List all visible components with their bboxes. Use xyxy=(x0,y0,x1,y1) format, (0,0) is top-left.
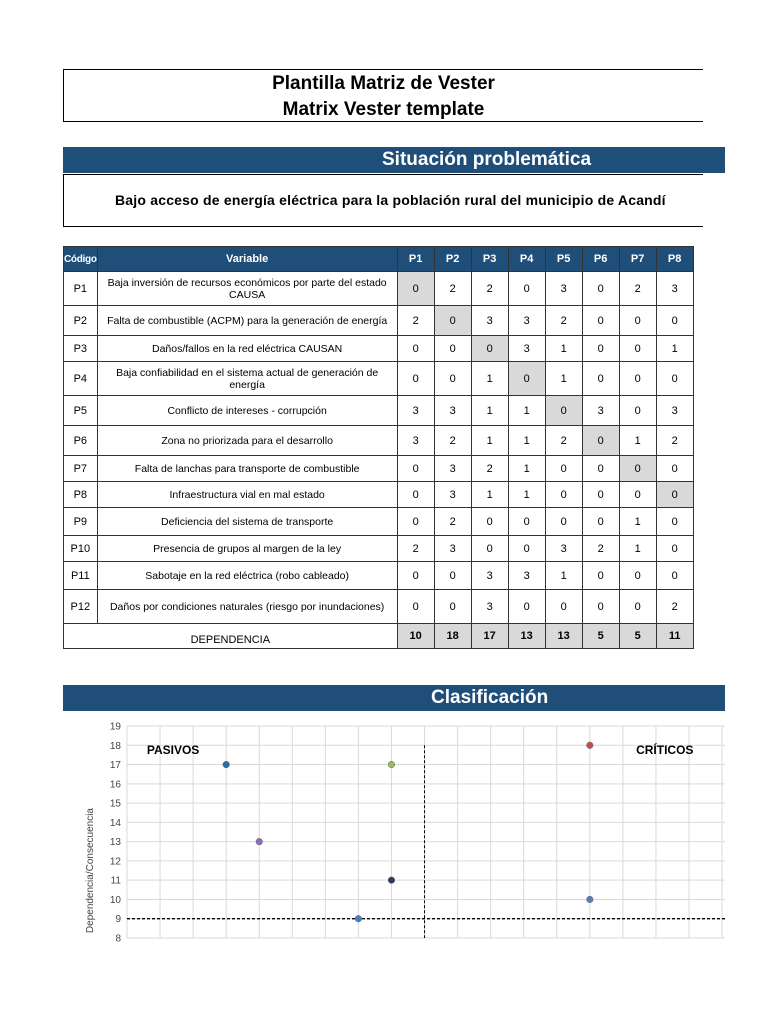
y-tick-label: 13 xyxy=(109,837,121,849)
cell-value: 0 xyxy=(434,590,471,624)
cell-value: 0 xyxy=(471,336,508,362)
header-p2: P2 xyxy=(434,247,471,272)
cell-value: 2 xyxy=(471,272,508,306)
total-value: 18 xyxy=(434,624,471,649)
cell-value: 1 xyxy=(508,456,545,482)
cell-value: 0 xyxy=(582,272,619,306)
header-p5: P5 xyxy=(545,247,582,272)
cell-value: 2 xyxy=(656,590,693,624)
table-row xyxy=(64,306,694,336)
cell-value: 0 xyxy=(471,508,508,536)
table-row xyxy=(64,426,694,456)
cell-value: 3 xyxy=(508,336,545,362)
cell-value: 1 xyxy=(508,482,545,508)
cell-value: 3 xyxy=(434,456,471,482)
cell-value: 0 xyxy=(582,508,619,536)
cell-value: 0 xyxy=(434,362,471,396)
cell-value: 0 xyxy=(471,536,508,562)
cell-value: 2 xyxy=(619,272,656,306)
data-point xyxy=(388,761,395,768)
cell-value: 1 xyxy=(471,362,508,396)
cell-value: 0 xyxy=(656,508,693,536)
total-label: DEPENDENCIA xyxy=(64,624,398,649)
cell-value: 3 xyxy=(434,482,471,508)
cell-value: 2 xyxy=(471,456,508,482)
cell-value: 3 xyxy=(656,272,693,306)
cell-value: 1 xyxy=(471,482,508,508)
total-value: 5 xyxy=(582,624,619,649)
row-variable: Zona no priorizada para el desarrollo xyxy=(97,426,397,456)
cell-value: 0 xyxy=(656,482,693,508)
cell-value: 0 xyxy=(582,482,619,508)
row-code: P8 xyxy=(64,482,98,508)
cell-value: 1 xyxy=(508,426,545,456)
cell-value: 2 xyxy=(656,426,693,456)
cell-value: 2 xyxy=(434,426,471,456)
cell-value: 0 xyxy=(397,482,434,508)
cell-value: 0 xyxy=(397,362,434,396)
cell-value: 0 xyxy=(656,456,693,482)
cell-value: 0 xyxy=(397,456,434,482)
cell-value: 1 xyxy=(471,426,508,456)
title-es: Plantilla Matriz de Vester xyxy=(272,73,495,94)
data-point xyxy=(256,838,263,845)
cell-value: 0 xyxy=(545,508,582,536)
header-p6: P6 xyxy=(582,247,619,272)
row-variable: Conflicto de intereses - corrupción xyxy=(97,396,397,426)
situacion-description: Bajo acceso de energía eléctrica para la población rural del municipio de Acandí xyxy=(63,174,703,227)
cell-value: 0 xyxy=(619,396,656,426)
row-code: P2 xyxy=(64,306,98,336)
cell-value: 0 xyxy=(619,336,656,362)
cell-value: 0 xyxy=(582,336,619,362)
row-variable: Daños/fallos en la red eléctrica CAUSAN xyxy=(97,336,397,362)
cell-value: 0 xyxy=(434,562,471,590)
total-row xyxy=(64,624,694,649)
cell-value: 1 xyxy=(619,536,656,562)
row-variable: Falta de combustible (ACPM) para la generación de energía xyxy=(97,306,397,336)
row-code: P6 xyxy=(64,426,98,456)
cell-value: 0 xyxy=(508,272,545,306)
cell-value: 0 xyxy=(582,456,619,482)
title-en: Matrix Vester template xyxy=(282,99,485,120)
cell-value: 3 xyxy=(656,396,693,426)
header-p4: P4 xyxy=(508,247,545,272)
data-point xyxy=(388,877,395,884)
data-point xyxy=(587,896,594,903)
cell-value: 0 xyxy=(656,562,693,590)
row-variable: Baja confiabilidad en el sistema actual de generación de energía xyxy=(97,362,397,396)
cell-value: 1 xyxy=(545,336,582,362)
cell-value: 1 xyxy=(471,396,508,426)
y-tick-label: 16 xyxy=(109,779,121,791)
table-row xyxy=(64,362,694,396)
table-row xyxy=(64,272,694,306)
cell-value: 0 xyxy=(397,336,434,362)
cell-value: 1 xyxy=(619,426,656,456)
cell-value: 3 xyxy=(545,272,582,306)
cell-value: 0 xyxy=(656,536,693,562)
y-tick-label: 17 xyxy=(109,760,121,772)
table-row xyxy=(64,562,694,590)
total-value: 11 xyxy=(656,624,693,649)
cell-value: 3 xyxy=(508,562,545,590)
cell-value: 3 xyxy=(545,536,582,562)
total-value: 10 xyxy=(397,624,434,649)
quadrant-label: CRÍTICOS xyxy=(636,742,694,757)
cell-value: 0 xyxy=(545,482,582,508)
cell-value: 2 xyxy=(434,508,471,536)
cell-value: 2 xyxy=(545,306,582,336)
row-variable: Daños por condiciones naturales (riesgo por inundaciones) xyxy=(97,590,397,624)
cell-value: 0 xyxy=(619,482,656,508)
header-codigo: Código xyxy=(64,247,98,272)
table-row xyxy=(64,456,694,482)
cell-value: 1 xyxy=(545,362,582,396)
table-row xyxy=(64,482,694,508)
y-tick-label: 8 xyxy=(115,933,121,944)
table-row xyxy=(64,336,694,362)
cell-value: 2 xyxy=(545,426,582,456)
header-p8: P8 xyxy=(656,247,693,272)
row-variable: Presencia de grupos al margen de la ley xyxy=(97,536,397,562)
cell-value: 0 xyxy=(582,426,619,456)
header-p7: P7 xyxy=(619,247,656,272)
cell-value: 0 xyxy=(508,508,545,536)
cell-value: 3 xyxy=(582,396,619,426)
header-p1: P1 xyxy=(397,247,434,272)
total-value: 17 xyxy=(471,624,508,649)
cell-value: 0 xyxy=(582,562,619,590)
vester-matrix xyxy=(63,246,694,649)
cell-value: 1 xyxy=(508,396,545,426)
table-row xyxy=(64,590,694,624)
cell-value: 0 xyxy=(619,306,656,336)
cell-value: 0 xyxy=(619,562,656,590)
row-variable: Sabotaje en la red eléctrica (robo cableado) xyxy=(97,562,397,590)
cell-value: 1 xyxy=(619,508,656,536)
header-p3: P3 xyxy=(471,247,508,272)
cell-value: 0 xyxy=(508,362,545,396)
cell-value: 0 xyxy=(619,362,656,396)
cell-value: 0 xyxy=(545,396,582,426)
cell-value: 2 xyxy=(397,536,434,562)
cell-value: 0 xyxy=(582,362,619,396)
row-code: P12 xyxy=(64,590,98,624)
cell-value: 3 xyxy=(434,396,471,426)
y-tick-label: 15 xyxy=(109,798,121,810)
y-tick-label: 12 xyxy=(109,856,121,868)
title-box xyxy=(63,69,703,122)
clasificacion-chart xyxy=(63,712,725,944)
cell-value: 0 xyxy=(582,306,619,336)
y-tick-label: 18 xyxy=(109,740,121,752)
row-variable: Baja inversión de recursos económicos por parte del estado CAUSA xyxy=(97,272,397,306)
cell-value: 0 xyxy=(397,272,434,306)
table-row xyxy=(64,536,694,562)
y-tick-label: 19 xyxy=(109,721,121,733)
row-code: P11 xyxy=(64,562,98,590)
cell-value: 3 xyxy=(471,306,508,336)
data-point xyxy=(355,915,362,922)
cell-value: 0 xyxy=(656,306,693,336)
cell-value: 2 xyxy=(434,272,471,306)
row-code: P10 xyxy=(64,536,98,562)
clasificacion-heading: Clasificación xyxy=(63,685,725,711)
y-tick-label: 9 xyxy=(115,914,121,926)
row-code: P7 xyxy=(64,456,98,482)
row-variable: Deficiencia del sistema de transporte xyxy=(97,508,397,536)
matrix-header-row xyxy=(64,247,694,272)
cell-value: 0 xyxy=(582,590,619,624)
cell-value: 0 xyxy=(397,562,434,590)
cell-value: 3 xyxy=(397,396,434,426)
cell-value: 0 xyxy=(434,336,471,362)
cell-value: 1 xyxy=(545,562,582,590)
header-variable: Variable xyxy=(97,247,397,272)
cell-value: 3 xyxy=(471,590,508,624)
table-row xyxy=(64,508,694,536)
cell-value: 2 xyxy=(397,306,434,336)
row-code: P1 xyxy=(64,272,98,306)
row-variable: Infraestructura vial en mal estado xyxy=(97,482,397,508)
cell-value: 3 xyxy=(397,426,434,456)
y-axis-label: Dependencia/Consecuencia xyxy=(85,807,96,934)
cell-value: 0 xyxy=(619,590,656,624)
quadrant-label: PASIVOS xyxy=(146,742,200,757)
cell-value: 2 xyxy=(582,536,619,562)
data-point xyxy=(587,742,594,749)
row-code: P3 xyxy=(64,336,98,362)
cell-value: 0 xyxy=(508,536,545,562)
cell-value: 0 xyxy=(545,456,582,482)
data-point xyxy=(223,761,230,768)
cell-value: 0 xyxy=(434,306,471,336)
situacion-heading: Situación problemática xyxy=(63,147,725,173)
row-code: P9 xyxy=(64,508,98,536)
cell-value: 3 xyxy=(471,562,508,590)
cell-value: 0 xyxy=(397,590,434,624)
row-variable: Falta de lanchas para transporte de combustible xyxy=(97,456,397,482)
cell-value: 0 xyxy=(545,590,582,624)
total-value: 5 xyxy=(619,624,656,649)
cell-value: 0 xyxy=(508,590,545,624)
y-tick-label: 14 xyxy=(109,817,121,829)
y-tick-label: 11 xyxy=(110,875,121,887)
y-tick-label: 10 xyxy=(109,894,121,906)
cell-value: 1 xyxy=(656,336,693,362)
cell-value: 3 xyxy=(508,306,545,336)
row-code: P5 xyxy=(64,396,98,426)
row-code: P4 xyxy=(64,362,98,396)
table-row xyxy=(64,396,694,426)
cell-value: 0 xyxy=(619,456,656,482)
cell-value: 3 xyxy=(434,536,471,562)
cell-value: 0 xyxy=(397,508,434,536)
cell-value: 0 xyxy=(656,362,693,396)
total-value: 13 xyxy=(545,624,582,649)
total-value: 13 xyxy=(508,624,545,649)
scatter-plot xyxy=(63,712,725,944)
